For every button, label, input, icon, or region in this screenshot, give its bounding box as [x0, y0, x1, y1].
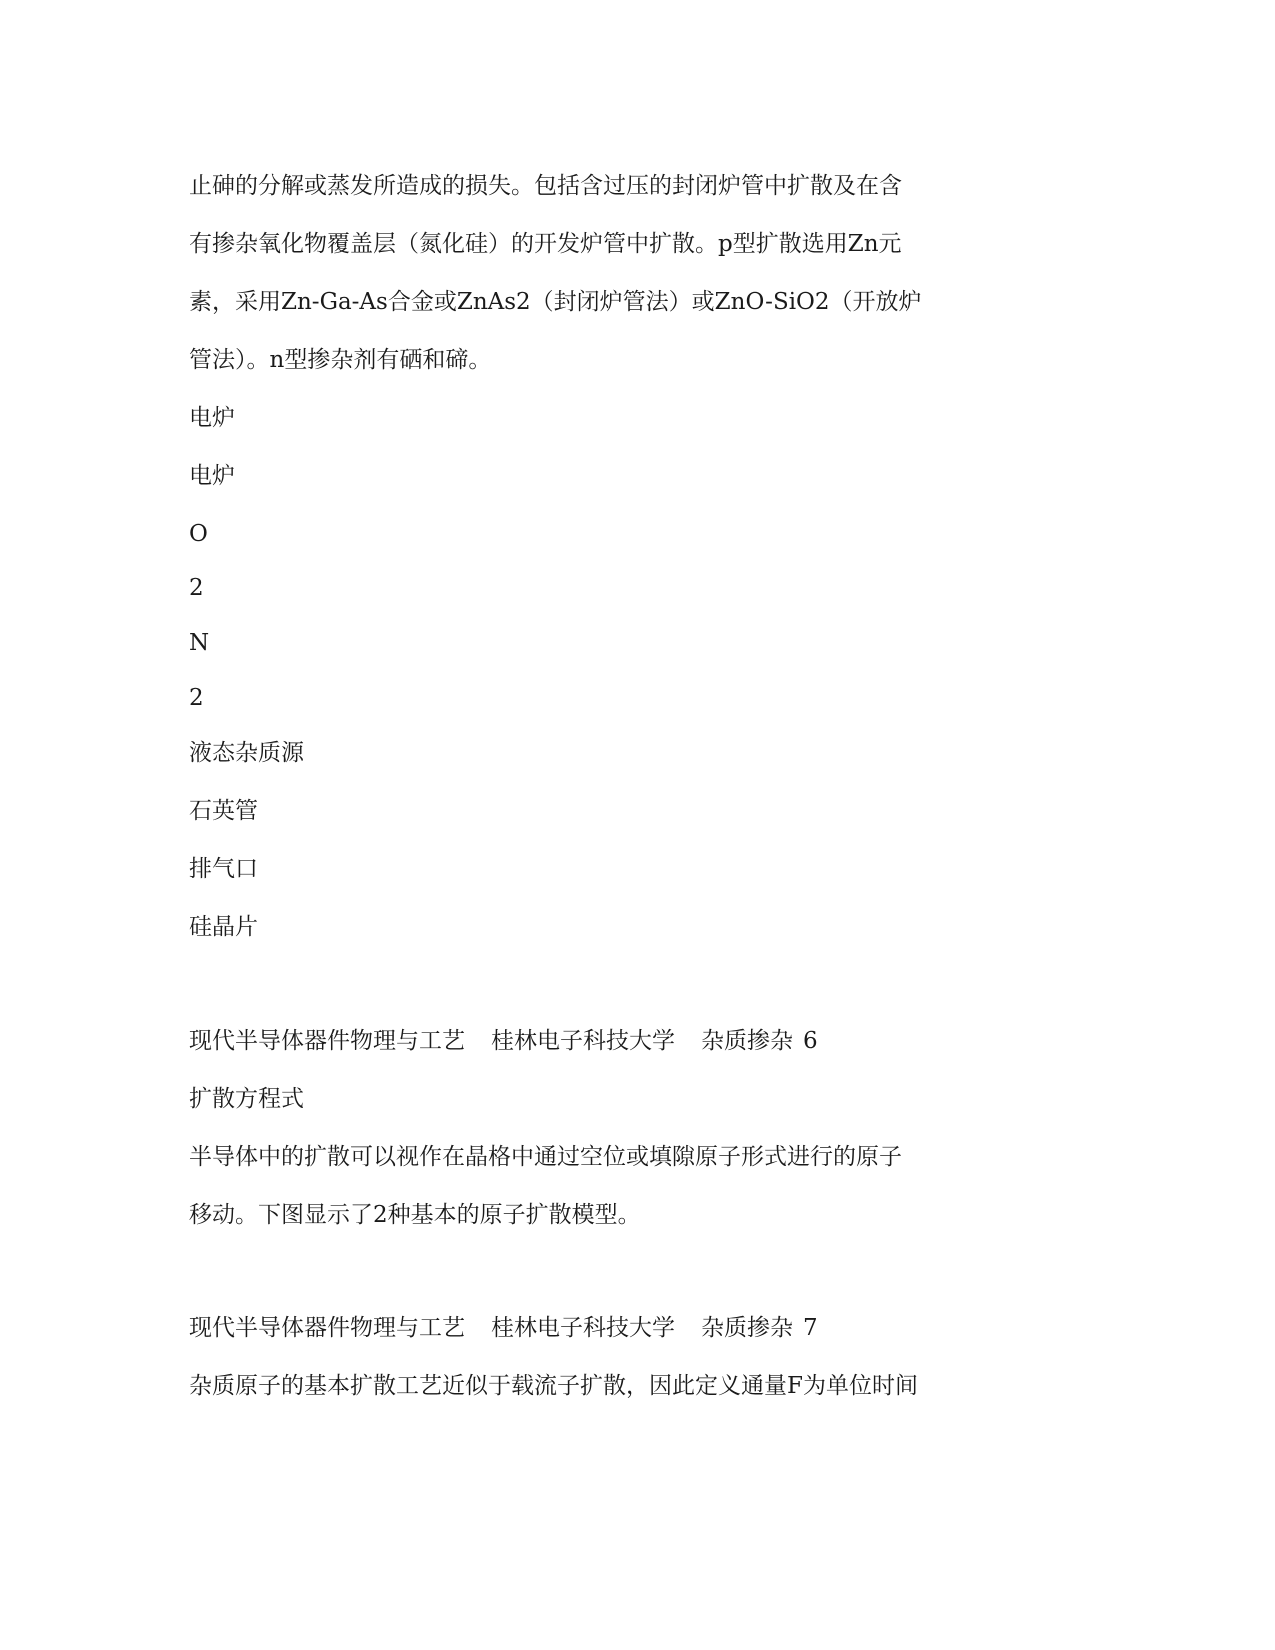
section-heading: 扩散方程式 — [189, 1086, 304, 1112]
paragraph-line: 止砷的分解或蒸发所造成的损失。包括含过压的封闭炉管中扩散及在含 — [189, 173, 902, 199]
figure-label-furnace: 电炉 — [189, 405, 235, 431]
footer-course: 现代半导体器件物理与工艺 — [189, 1028, 465, 1054]
footer-school: 桂林电子科技大学 — [491, 1315, 675, 1341]
figure-label-furnace: 电炉 — [189, 463, 235, 489]
paragraph-line: 杂质原子的基本扩散工艺近似于载流子扩散，因此定义通量F为单位时间 — [189, 1373, 918, 1399]
footer-chapter: 杂质掺杂 — [701, 1028, 793, 1054]
footer-school: 桂林电子科技大学 — [491, 1028, 675, 1054]
figure-label-exhaust: 排气口 — [189, 856, 258, 882]
paragraph-line: 半导体中的扩散可以视作在晶格中通过空位或填隙原子形式进行的原子 — [189, 1144, 902, 1170]
figure-label-subscript: 2 — [189, 575, 204, 601]
paragraph-line: 素，采用Zn-Ga-As合金或ZnAs2（封闭炉管法）或ZnO-SiO2（开放炉 — [189, 289, 922, 315]
footer-page-number: 7 — [803, 1315, 818, 1341]
paragraph-line: 管法）。n型掺杂剂有硒和碲。 — [189, 347, 492, 373]
footer-course: 现代半导体器件物理与工艺 — [189, 1315, 465, 1341]
paragraph-line: 有掺杂氧化物覆盖层（氮化硅）的开发炉管中扩散。p型扩散选用Zn元 — [189, 231, 902, 257]
figure-label-nitrogen: N — [189, 630, 210, 656]
slide-footer — [189, 1026, 818, 1056]
figure-label-subscript: 2 — [189, 685, 204, 711]
footer-chapter: 杂质掺杂 — [701, 1315, 793, 1341]
figure-label-quartz-tube: 石英管 — [189, 798, 258, 824]
figure-label-oxygen: O — [189, 521, 208, 547]
figure-label-wafer: 硅晶片 — [189, 914, 258, 940]
slide-footer — [189, 1313, 818, 1343]
figure-label-liquid-source: 液态杂质源 — [189, 740, 304, 766]
paragraph-line: 移动。下图显示了2种基本的原子扩散模型。 — [189, 1202, 641, 1228]
footer-page-number: 6 — [803, 1028, 818, 1054]
